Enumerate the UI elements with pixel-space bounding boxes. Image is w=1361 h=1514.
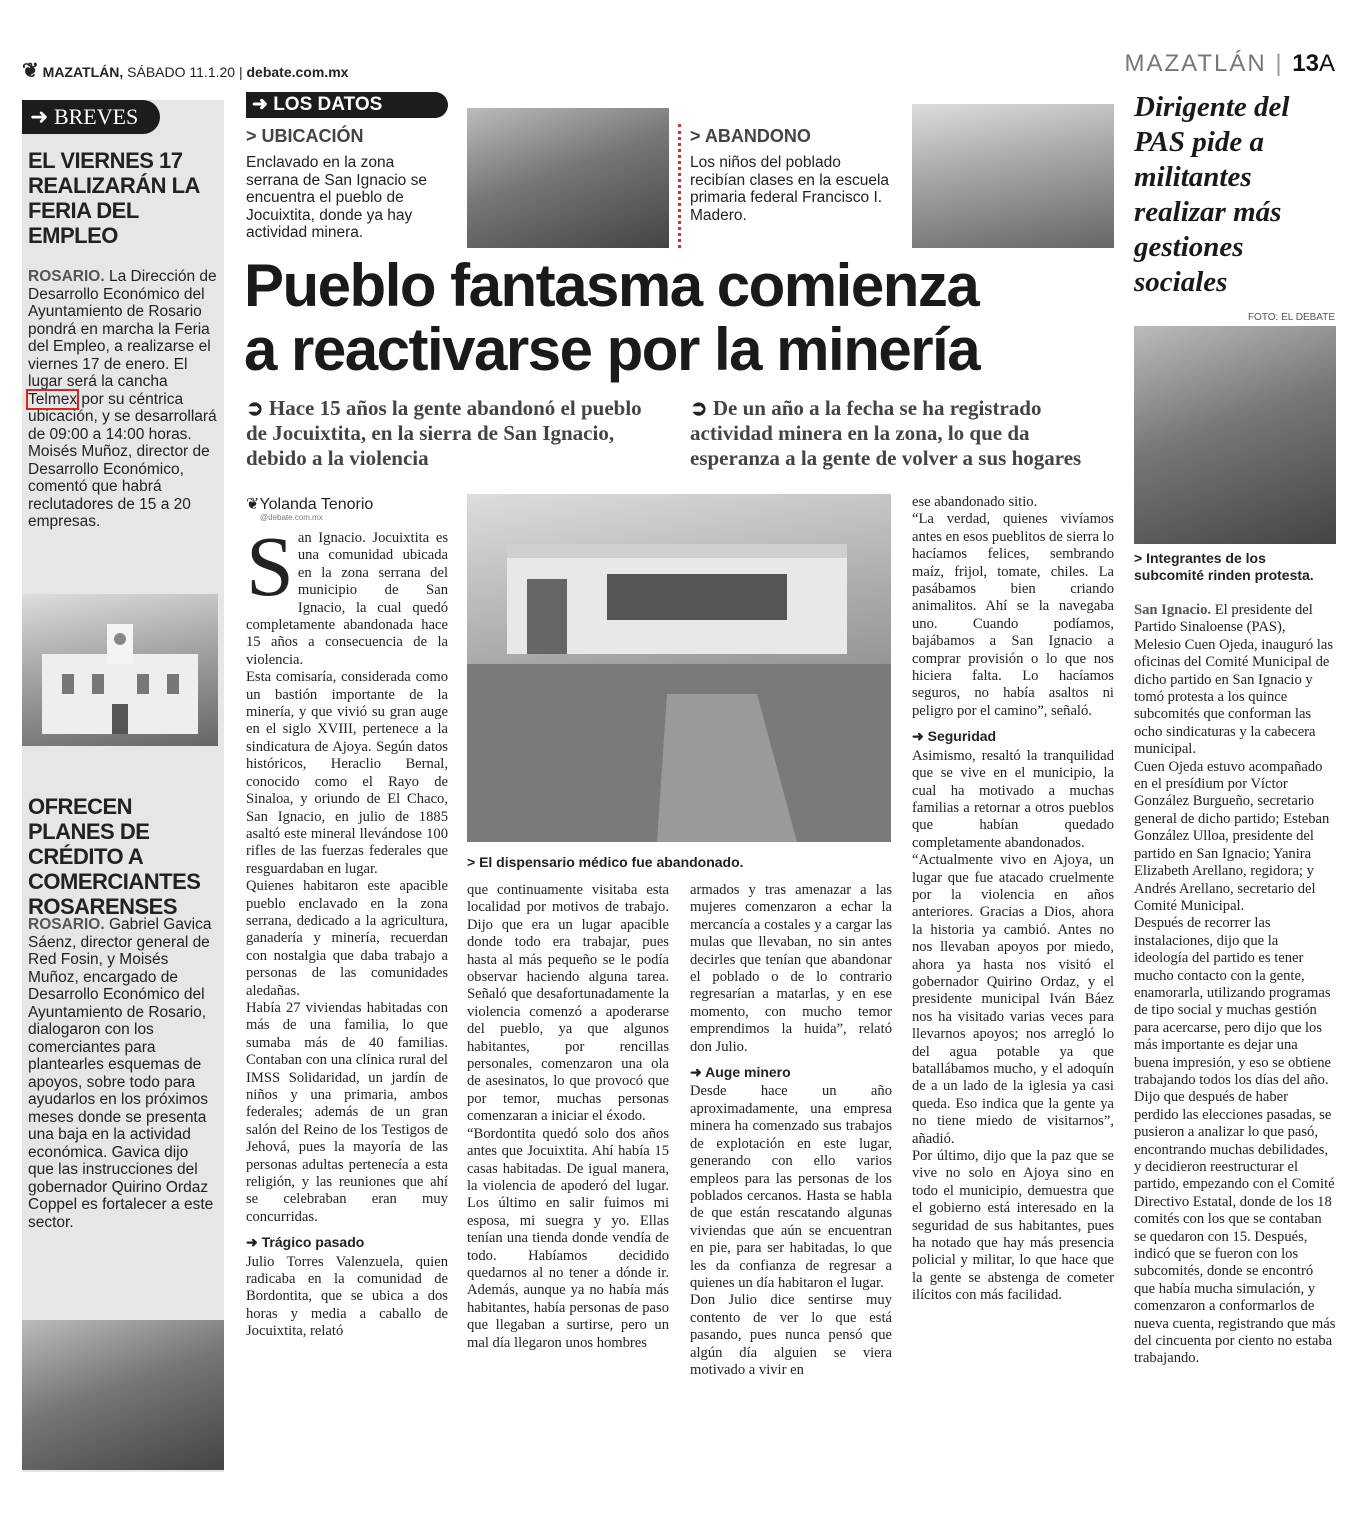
masthead-date: SÁBADO 11.1.20 — [127, 64, 236, 80]
masthead-site: debate.com.mx — [246, 64, 349, 80]
dispensary-caption: > El dispensario médico fue abandonado. — [467, 854, 744, 870]
breves-dateline-1: ROSARIO. — [28, 268, 105, 285]
article-col-4: ese abandonado sitio. “La verdad, quienes vivíamos antes en esos pueblitos de sierra lo hacíamos felices, sembrando maíz, frijol, tomate, chiles. La pasábamos bien criando animalitos. Ahí se la navegaba uno. Cuando podíamos, bajábamos a San Ignacio a comprar provisión o lo que nos hiciera falta. Lo hacíamos seguros, no había asaltos ni peligro por el camino”, señaló. ➜ Seguridad Asimismo, resaltó la tranquilidad que se vive en el municipio, la cual ha motivado a muchas familias a retornar a otros pueblos que habían quedado completamente abandonados. “Actualmente vivo en Ajoya, un lugar que fue atacado cruelmente por la violencia en años anteriores. Gracias a Dios, ahora la historia ya cambió. Antes no nos llevaban apoyos por miedo, ahora ya hasta nos visitó el gobernador Quirino Ordaz, y el presidente municipal Iván Báez nos ha visitado varias veces para llevarnos apoyos; nos arregló lo del agua potable ya que batallábamos mucho, y el adoquín de a un lado de la iglesia ya casi queda. Eso indica que la gente ya no tiene miedo de visitarnos”, añadió. Por último, dijo que la paz que se vive no solo en Ajoya sino en todo el municipio, demuestra que el gobierno está interesado en la seguridad de sus habitantes, pues ha notado que hay más presencia policial y militar, lo que hace que la gente se abstenga de cometer ilícitos con más facilidad. — [912, 494, 1114, 1304]
dispensary-photo — [467, 494, 891, 842]
ubicacion-text: Enclavado en la zona serrana de San Ignacio se encuentra el pueblo de Jocuixtita, donde ya hay actividad minera. — [246, 154, 427, 241]
pas-protest-photo — [1134, 326, 1336, 544]
pas-caption: > Integrantes de los subcomité rinden protesta. — [1134, 550, 1314, 583]
main-headline: Pueblo fantasma comienza a reactivarse por la minería — [244, 252, 980, 383]
breves-body-1: ROSARIO. La Dirección de Desarrollo Económico del Ayuntamiento de Rosario pondrá en marcha la Feria del Empleo, a realizarse el viernes 17 de enero. El lugar será la cancha Telmex por su céntrica ubicación, y se desarrollará de 09:00 a 14:00 horas. Moisés Muñoz, director de Desarrollo Económico, comentó que habrá reclutadores de 15 a 20 empresas. — [28, 268, 217, 530]
debate-logo-icon: ❦ — [22, 60, 39, 82]
pas-dateline: San Ignacio. — [1134, 602, 1212, 618]
feather-icon: ❦ — [246, 496, 260, 513]
dotted-divider — [678, 124, 681, 248]
datos-label: ➜ LOS DATOS — [246, 92, 448, 118]
article-col-1: S an Ignacio. Jocuixtita es una comunidad ubicada en la zona serrana del municipio de San Ignacio, la cual quedó completamente abandonada hace 15 años a consecuencia de la violencia. Esta comisaría, considerada como un bastión importante de la minería, y que vivió su gran auge en el siglo XVIII, pertenece a la sindicatura de Ajoya. Según datos históricos, Heraclio Bernal, conocido como el Rayo de Sinaloa, y oriundo de El Chaco, San Ignacio, en julio de 1885 asaltó este mineral llevándose 100 rifles de las fuerzas federales que resguardaban en lugar. Quienes habitaron este apacible pueblo enclavado en la zona serrana, dedicado a la agricultura, ganadería y minería, recuerdan con nostalgia que daba trabajo a personas de las comunidades aledañas. Había 27 viviendas habitadas con más de una familia, lo que sumaba más de 40 familias. Contaban con una clínica rural del IMSS Solidaridad, un jardín de niños y una primaria, ambos federales; además de un gran salón del Reino de los Testigos de Jehová, pues la mayoría de las personas adultas pertenecía a esta religión, y las reuniones que ahí se celebraban eran muy concurridas. ➜ Trágico pasado Julio Torres Valenzuela, quien radicaba en la comunidad de Bordontita, que se ubica a dos horas y media a caballo de Jocuixtita, relató — [246, 518, 448, 1340]
abandono-text: Los niños del poblado recibían clases en la escuela primaria federal Francisco I. Madero. — [690, 154, 890, 224]
breves-label: ➜ BREVES — [22, 100, 160, 134]
subhead-seguridad: ➜ Seguridad — [912, 728, 997, 745]
building-illustration — [22, 594, 218, 746]
dispensary-illustration — [467, 494, 891, 842]
article-col-2: que continuamente visitaba esta localidad por motivos de trabajo. Dijo que era un lugar apacible donde todo era trabajar, pues hasta al más pequeño se le podía observar haciendo alguna tarea. Señaló que desafortunadamente la violencia comenzó a apoderarse del pueblo, ya que algunos habitantes, por rencillas personales, comenzaron una ola de asesinatos, lo que provocó que por temor, muchas personas comenzaran a iniciar el éxodo. “Bordontita quedó solo dos años antes que Jocuixtita. Ahí había 15 casas habitadas. De igual manera, la violencia de apoderó del lugar. Los último en salir fuimos mi esposa, mi suegra y yo. Ellas tenían una tienda donde vendía de todo. Habíamos decidido quedarnos al no tener a dónde ir. Además, aunque ya no había más habitantes, había personas de paso que llegaban a surtirse, pero un mal día llegaron unos hombres — [467, 882, 669, 1351]
page-number: 13 — [1292, 50, 1319, 77]
arrow-icon: ➜ — [252, 94, 268, 115]
subhead-tragico: ➜ Trágico pasado — [246, 1234, 365, 1251]
deck-1: ➲ Hace 15 años la gente abandonó el pueblo de Jocuixtita, en la sierra de San Ignacio, debido a la violencia — [246, 396, 642, 470]
breves-body-2: ROSARIO. Gabriel Gavica Sáenz, director general de Red Fosin, y Moisés Muñoz, encargado de Desarrollo Económico del Ayuntamiento de Rosario, dialogaron con los comerciantes para plantearles esquemas de apoyos, sobre todo para ayudarlos en los próximos meses donde se presenta una baja en la actividad económica. Gavica dijo que las instrucciones del gobernador Quirino Ordaz Coppel es fortalecer a este sector. — [28, 916, 214, 1231]
arrow-circle-icon: ➲ — [246, 396, 264, 420]
pas-headline: Dirigente del PAS pide a militantes realizar más gestiones sociales — [1134, 91, 1290, 298]
byline: ❦Yolanda Tenorio — [246, 496, 374, 513]
ubicacion-title: > UBICACIÓN — [246, 126, 364, 146]
byline-email: @debate.com.mx — [260, 513, 323, 522]
masthead-section: MAZATLÁN, — [42, 64, 124, 80]
arrow-icon: ➜ — [690, 1064, 702, 1081]
masthead-right: MAZATLÁN | 13A — [1124, 50, 1335, 77]
subhead-auge: ➜ Auge minero — [690, 1064, 791, 1081]
article-col-3: armados y tras amenazar a las mujeres comenzaron a echar la mercancía a costales y a cargar las mulas que llevaban, no sin antes decirles que tenían que abandonar el poblado o de lo contrario regresarían a matarlas, y en ese momento, con mucho temor emprendimos la huida”, relató don Julio. ➜ Auge minero Desde hace un año aproximadamente, una empresa minera ha comenzado sus trabajos de explotación en este lugar, generando con ello varios empleos para las personas de los poblados cercanos. Hasta se habla de que están rescatando algunas viviendas que aún se encuentran en pie, para ser habitadas, lo que les da confianza de regresar a quienes un día habitaron el lugar. Don Julio dice sentirse muy contento de ver lo que está pasando, pues nunca pensó que algún día alguien se viera motivado a vivir en — [690, 882, 892, 1378]
drop-cap: S — [246, 518, 294, 614]
sierra-photo — [467, 108, 669, 248]
pas-body: San Ignacio. El presidente del Partido Sinaloense (PAS), Melesio Cuen Ojeda, inauguró las oficinas del Comité Municipal de dicho partido en San Ignacio y tomó protesta a los quince subcomités que conforman las ocho sindicaturas y la cabecera municipal. Cuen Ojeda estuvo acompañado en el presídium por Víctor González Burgueño, secretario general de dicho partido; Esteban González Ulloa, presidente del partido en San Ignacio; Yanira Elizabeth Arellano, regidora; y Andrés Arellano, secretario del Comité Municipal. Después de recorrer las instalaciones, dijo que la ideología del partido es tener mucho contacto con la gente, enamorarla, utilizando programas de tipo social y muchas gestión para acercarse, pero dijo que los más importante es dejar una buena impresión, y eso se obtiene trabajando todos los días del año. Dijo que después de haber perdido las elecciones pasadas, se pusieron a analizar lo que pasó, encontrando muchas debilidades, y decidieron reestructurar el partido, empezando con el Comité Directivo Estatal, donde de los 18 comités con los que se contaban se quedaron con 15. Después, indicó que se fueron con los subcomités, donde se encontró que había mucha simulación, y comenzaron a conformarlos de nueva cuenta, registrando que más del cincuenta por ciento no estaba trabajando. — [1134, 602, 1336, 1367]
arrow-icon: ➜ — [912, 728, 924, 745]
arrow-icon: ➜ — [246, 1234, 258, 1251]
school-photo — [912, 104, 1114, 248]
rosario-building-photo — [22, 594, 218, 746]
deck-2: ➲ De un año a la fecha se ha registrado actividad minera en la zona, lo que da esperanza a la gente de volver a sus hogares — [690, 396, 1082, 470]
arrow-circle-icon: ➲ — [690, 396, 708, 420]
breves-headline-2: OFRECEN PLANES DE CRÉDITO A COMERCIANTES ROSARENSES — [28, 794, 201, 919]
breves-headline-1: EL VIERNES 17 REALIZARÁN LA FERIA DEL EMPLEO — [28, 148, 200, 248]
page-section: MAZATLÁN — [1124, 50, 1267, 77]
breves-dateline-2: ROSARIO. — [28, 916, 105, 933]
abandono-title: > ABANDONO — [690, 126, 811, 146]
photo-credit: FOTO: EL DEBATE — [1247, 312, 1335, 323]
highlight-box: Telmex — [28, 390, 78, 408]
masthead-left: ❦ MAZATLÁN, SÁBADO 11.1.20 | debate.com.mx — [22, 60, 349, 82]
arrow-icon: ➜ — [30, 104, 49, 129]
rosario-street-photo — [22, 1320, 224, 1470]
